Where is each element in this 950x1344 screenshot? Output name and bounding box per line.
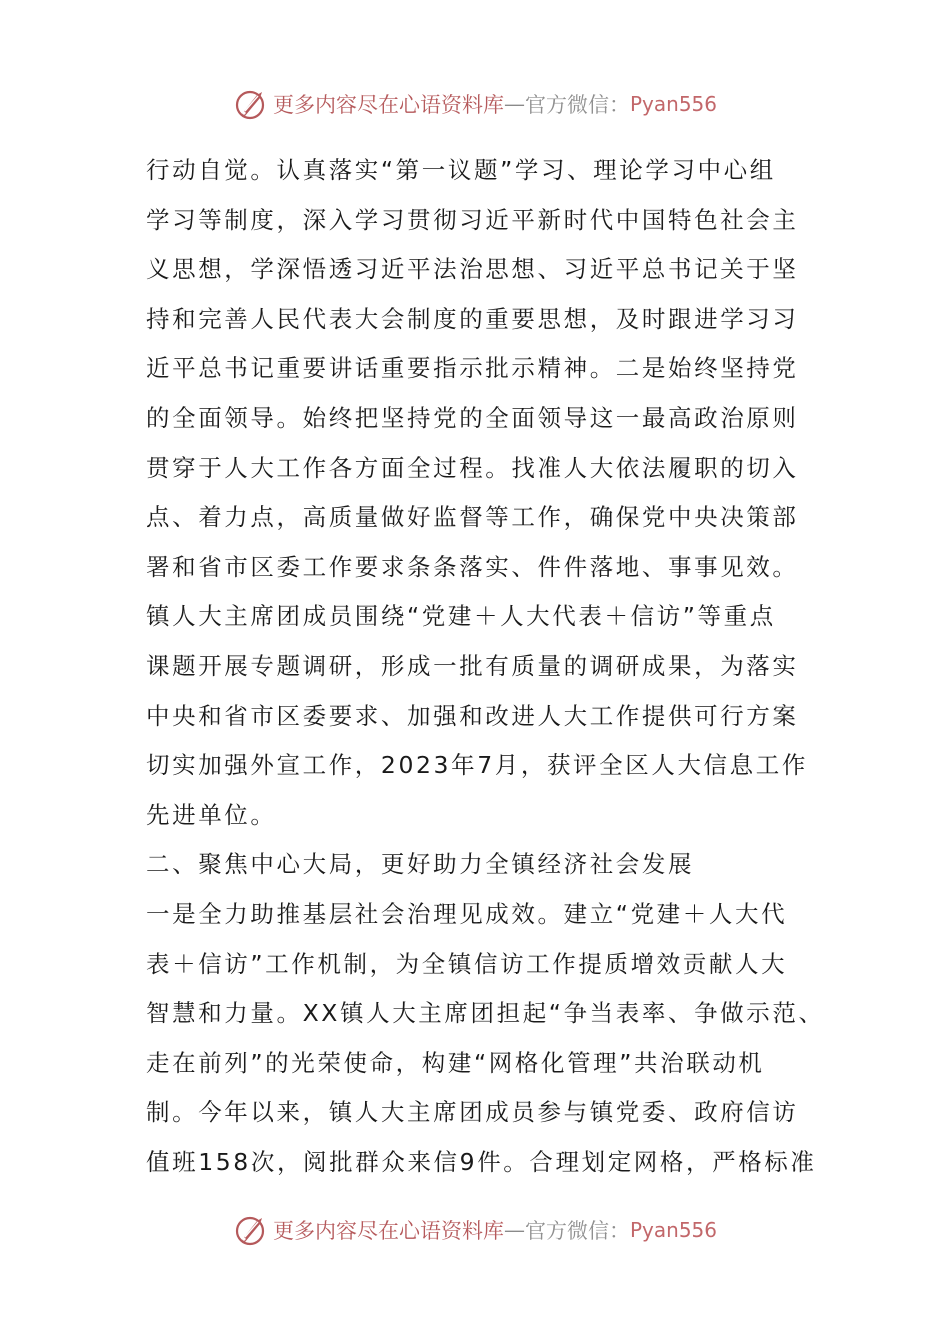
pen-nib-logo-icon [233, 1212, 269, 1248]
body-text-line: 贯穿于人大工作各方面全过程。找准人大依法履职的切入 [146, 453, 799, 482]
footer-dash: — [503, 1218, 525, 1242]
footer-slogan: 更多内容尽在心语资料库 [272, 1219, 504, 1243]
body-text-line: 近平总书记重要讲话重要指示批示精神。二是始终坚持党 [146, 354, 799, 383]
body-text-line: 课题开展专题调研，形成一批有质量的调研成果，为落实 [146, 651, 799, 680]
body-text-line: 表＋信访”工作机制，为全镇信访工作提质增效贡献人大 [146, 949, 788, 978]
body-text-line: 行动自觉。认真落实“第一议题”学习、理论学习中心组 [146, 156, 776, 184]
header-dash: — [503, 92, 525, 116]
body-text-line: 值班158次，阅批群众来信9件。合理划定网格，严格标准 [146, 1147, 817, 1176]
body-text-line: 点、着力点，高质量做好监督等工作，确保党中央决策部 [146, 503, 799, 532]
body-text-line: 一是全力助推基层社会治理见成效。建立“党建＋人大代 [146, 899, 788, 928]
body-text-line: 二、聚焦中心大局，更好助力全镇经济社会发展 [146, 850, 695, 879]
body-text-line: 制。今年以来，镇人大主席团成员参与镇党委、政府信访 [146, 1098, 799, 1127]
pen-nib-logo-icon [233, 86, 269, 122]
body-text-line: 署和省市区委工作要求条条落实、件件落地、事事见效。 [146, 552, 799, 581]
header-slogan: 更多内容尽在心语资料库 [272, 93, 504, 117]
footer-wechat-id: Pyan556 [629, 1218, 717, 1242]
body-text-line: 智慧和力量。XX镇人大主席团担起“争当表率、争做示范、 [146, 999, 825, 1028]
header-banner [0, 84, 950, 124]
document-body [146, 146, 825, 1187]
body-text-line: 学习等制度，深入学习贯彻习近平新时代中国特色社会主 [146, 205, 799, 234]
body-text-line: 义思想，学深悟透习近平法治思想、习近平总书记关于坚 [146, 255, 799, 284]
header-wechat-id: Pyan556 [629, 92, 717, 116]
body-text-line: 镇人大主席团成员围绕“党建＋人大代表＋信访”等重点 [146, 602, 776, 631]
footer-banner [0, 1210, 950, 1250]
body-text-line: 的全面领导。始终把坚持党的全面领导这一最高政治原则 [146, 403, 799, 432]
footer-wechat-label: 官方微信： [524, 1219, 630, 1243]
body-text-line: 走在前列”的光荣使命，构建“网格化管理”共治联动机 [146, 1048, 765, 1077]
header-wechat-label: 官方微信： [524, 93, 630, 117]
body-text-line: 持和完善人民代表大会制度的重要思想，及时跟进学习习 [146, 304, 799, 333]
body-text-line: 中央和省市区委要求、加强和改进人大工作提供可行方案 [146, 701, 799, 730]
body-text-line: 切实加强外宣工作，2023年7月，获评全区人大信息工作 [146, 751, 808, 780]
body-text-line: 先进单位。 [146, 800, 277, 829]
